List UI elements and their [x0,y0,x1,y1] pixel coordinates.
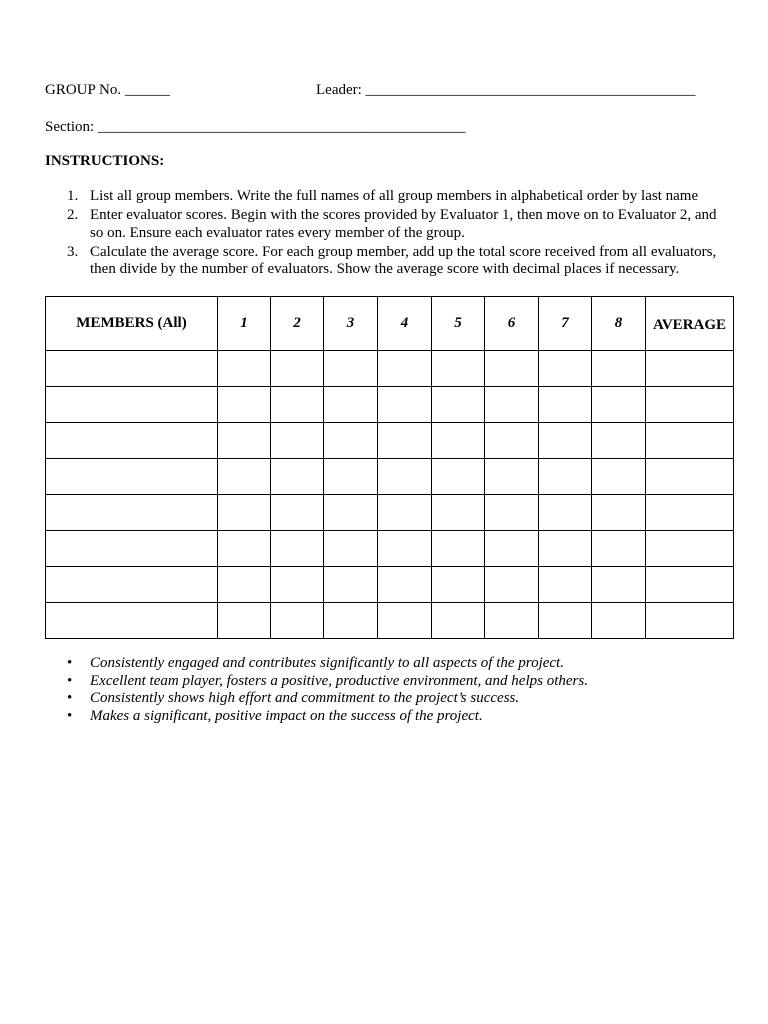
member-name-cell[interactable] [46,495,218,531]
score-cell[interactable] [218,495,271,531]
score-cell[interactable] [378,387,432,423]
score-cell[interactable] [539,387,592,423]
score-cell[interactable] [324,603,378,639]
score-cell[interactable] [218,459,271,495]
score-cell[interactable] [539,495,592,531]
score-cell[interactable] [324,387,378,423]
score-cell[interactable] [485,459,539,495]
score-cell[interactable] [378,603,432,639]
table-row [46,459,734,495]
score-cell[interactable] [539,531,592,567]
instruction-number: 3. [67,243,79,260]
instruction-text: List all group members. Write the full names of all group members in alphabetical order by last name [90,188,699,204]
score-cell[interactable] [485,423,539,459]
instructions-heading: INSTRUCTIONS: [45,153,165,169]
score-cell[interactable] [432,387,485,423]
score-cell[interactable] [485,495,539,531]
score-cell[interactable] [592,495,646,531]
score-cell[interactable] [539,567,592,603]
score-cell[interactable] [271,423,324,459]
score-cell[interactable] [592,387,646,423]
bullet-icon: • [67,690,73,706]
criteria-text: Consistently engaged and contributes significantly to all aspects of the project. [90,655,564,671]
score-cell[interactable] [432,567,485,603]
score-cell[interactable] [539,423,592,459]
score-cell[interactable] [324,351,378,387]
score-cell[interactable] [592,567,646,603]
score-cell[interactable] [485,603,539,639]
score-cell[interactable] [271,603,324,639]
member-name-cell[interactable] [46,459,218,495]
criteria-item [45,690,588,708]
score-cell[interactable] [485,531,539,567]
score-cell[interactable] [485,567,539,603]
score-cell[interactable] [432,531,485,567]
instruction-number: 2. [67,207,79,223]
score-cell[interactable] [432,603,485,639]
score-cell[interactable] [592,531,646,567]
bullet-icon: • [67,655,73,671]
instruction-text: Calculate the average score. For each group member, add up the total score received from all evaluators, then divide by the number of evaluators. Show the average score with decimal places if necessary. [90,243,717,277]
member-name-cell[interactable] [46,567,218,603]
score-cell[interactable] [485,387,539,423]
instruction-text: Enter evaluator scores. Begin with the scores provided by Evaluator 1, then move on to Evaluator 2, and so on. Ensure each evaluator rates every member of the group. [90,207,717,241]
table-row [46,603,734,639]
criteria-text: Makes a significant, positive impact on the success of the project. [90,707,483,724]
score-cell[interactable] [592,459,646,495]
average-cell[interactable] [646,459,734,495]
evaluator-3-header: 3 [324,297,378,351]
score-cell[interactable] [592,603,646,639]
score-cell[interactable] [271,351,324,387]
section-field[interactable]: Section: _________________________________________________ [45,119,466,135]
table-row [46,423,734,459]
score-cell[interactable] [539,603,592,639]
score-cell[interactable] [324,495,378,531]
score-cell[interactable] [324,531,378,567]
table-row [46,351,734,387]
evaluator-8-header: 8 [592,297,646,351]
score-cell[interactable] [218,531,271,567]
table-row [46,387,734,423]
score-cell[interactable] [432,495,485,531]
average-cell[interactable] [646,567,734,603]
score-cell[interactable] [324,423,378,459]
instruction-number: 1. [67,188,79,204]
instruction-item [45,244,725,279]
bullet-icon: • [67,707,73,724]
member-name-cell[interactable] [46,531,218,567]
score-cell[interactable] [218,603,271,639]
table-row [46,495,734,531]
average-cell[interactable] [646,387,734,423]
score-cell[interactable] [378,351,432,387]
score-cell[interactable] [218,423,271,459]
score-cell[interactable] [378,531,432,567]
criteria-list [45,655,588,725]
member-name-cell[interactable] [46,351,218,387]
score-cell[interactable] [378,495,432,531]
score-cell[interactable] [539,351,592,387]
score-cell[interactable] [271,495,324,531]
score-cell[interactable] [378,423,432,459]
members-column-header: MEMBERS (All) [46,297,218,351]
evaluator-1-header: 1 [218,297,271,351]
evaluation-table [45,296,734,639]
score-cell[interactable] [432,459,485,495]
score-cell[interactable] [432,423,485,459]
average-cell[interactable] [646,531,734,567]
table-header-row [46,297,734,351]
evaluator-6-header: 6 [485,297,539,351]
member-name-cell[interactable] [46,603,218,639]
score-cell[interactable] [218,351,271,387]
average-cell[interactable] [646,603,734,639]
member-name-cell[interactable] [46,423,218,459]
table-body [46,351,734,639]
score-cell[interactable] [539,459,592,495]
instruction-item [45,207,725,242]
score-cell[interactable] [271,531,324,567]
table-row [46,531,734,567]
average-cell[interactable] [646,423,734,459]
score-cell[interactable] [485,351,539,387]
evaluator-5-header: 5 [432,297,485,351]
score-cell[interactable] [271,459,324,495]
criteria-text: Excellent team player, fosters a positive, productive environment, and helps others. [90,672,588,689]
score-cell[interactable] [432,351,485,387]
leader-field[interactable]: Leader: ____________________________________________ [316,82,696,98]
score-cell[interactable] [271,567,324,603]
score-cell[interactable] [271,387,324,423]
average-column-header: AVERAGE [646,297,734,351]
group-number-field[interactable]: GROUP No. ______ [45,82,170,98]
instructions-list [45,188,725,280]
score-cell[interactable] [324,567,378,603]
instruction-item [45,188,725,206]
evaluator-4-header: 4 [378,297,432,351]
score-cell[interactable] [218,387,271,423]
table-row [46,567,734,603]
score-cell[interactable] [378,459,432,495]
score-cell[interactable] [592,423,646,459]
evaluator-7-header: 7 [539,297,592,351]
score-cell[interactable] [324,459,378,495]
criteria-item [45,673,588,691]
score-cell[interactable] [218,567,271,603]
evaluator-2-header: 2 [271,297,324,351]
bullet-icon: • [67,672,73,689]
score-cell[interactable] [378,567,432,603]
criteria-text: Consistently shows high effort and commitment to the project’s success. [90,690,520,706]
average-cell[interactable] [646,351,734,387]
average-cell[interactable] [646,495,734,531]
criteria-item [45,708,588,726]
criteria-item [45,655,588,673]
member-name-cell[interactable] [46,387,218,423]
score-cell[interactable] [592,351,646,387]
